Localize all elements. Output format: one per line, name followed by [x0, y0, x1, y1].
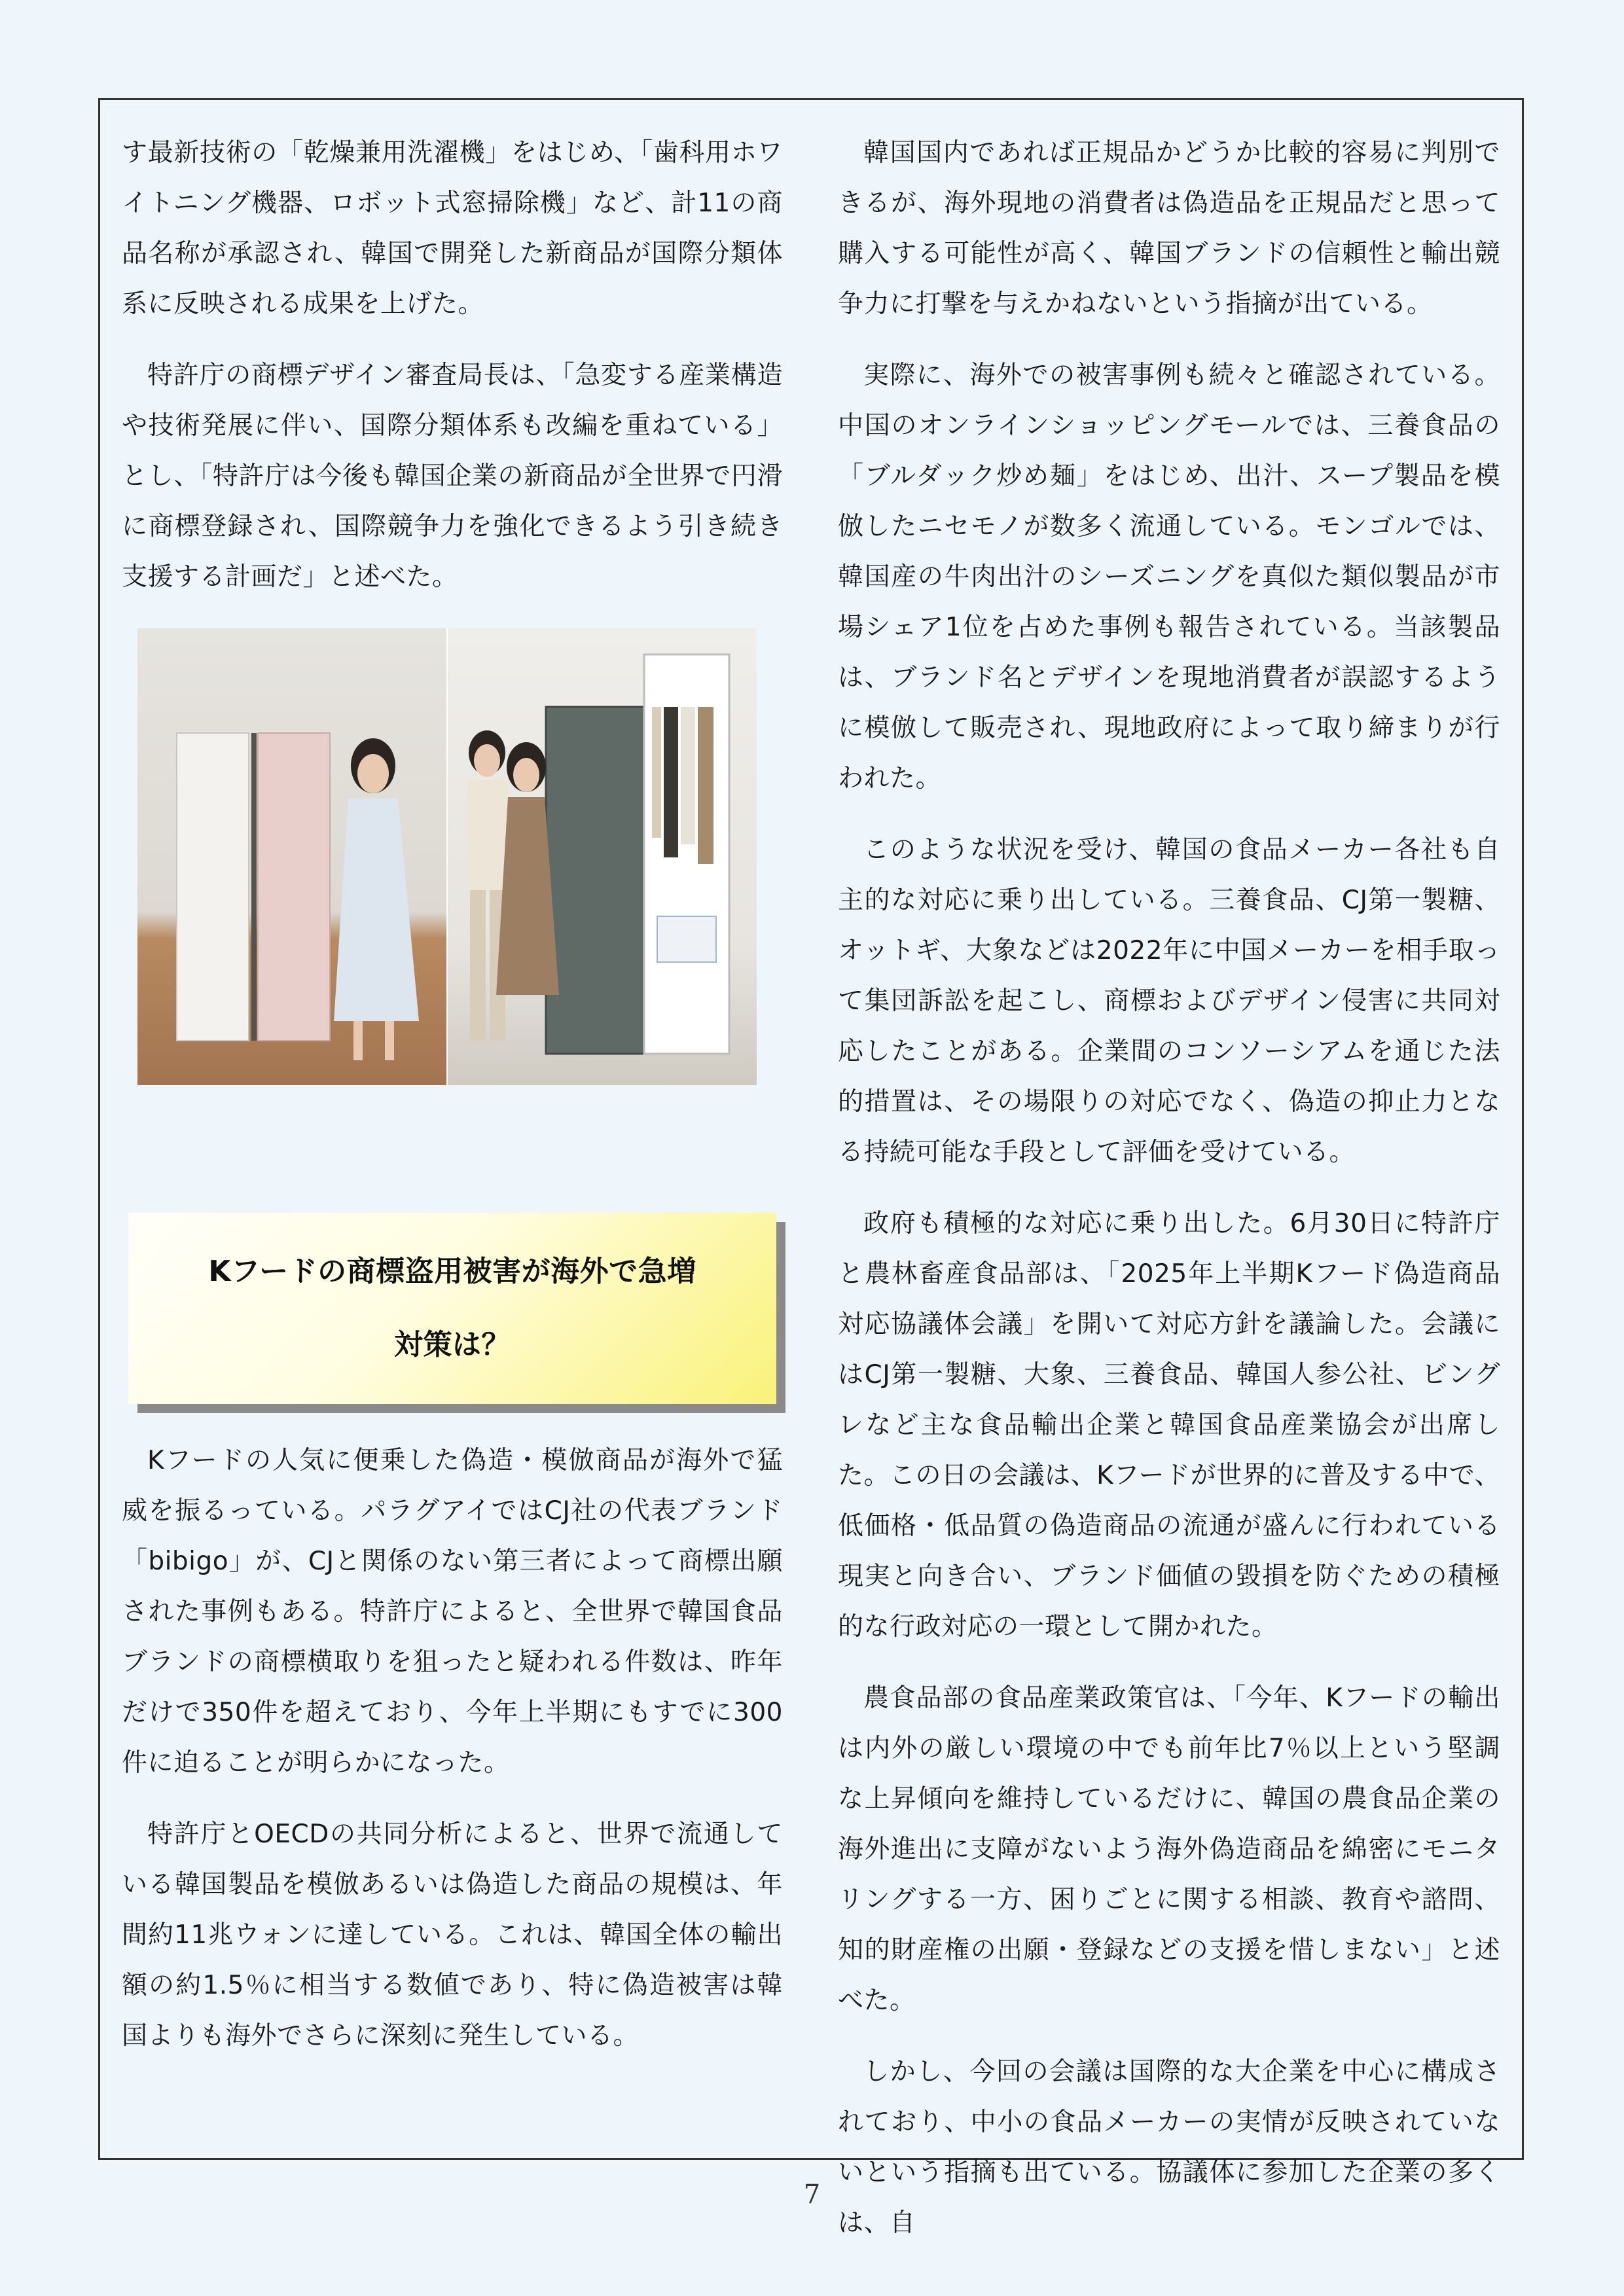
left-column	[122, 128, 783, 2082]
right-column	[838, 128, 1500, 2269]
section-heading	[128, 1213, 776, 1404]
showroom-illustration	[137, 628, 446, 1085]
section-heading-line-1: Kフードの商標盗用被害が海外で急増	[208, 1255, 696, 1288]
photo-panel-showroom	[137, 628, 446, 1085]
paragraph: しかし、今回の会議は国際的な大企業を中心に構成されており、中小の食品メーカーの実情が反映されていないという指摘も出ている。協議体に参加した企業の多くは、自	[838, 2057, 1500, 2238]
paragraph: 特許庁とOECDの共同分析によると、世界で流通している韓国製品を模倣あるいは偽造した商品の規模は、年間約11兆ウォンに達している。これは、韓国全体の輸出額の約1.5％に相当する数値であり、特に偽造被害は韓国よりも海外でさらに深刻に発生している。	[122, 1820, 783, 2051]
styler-illustration	[448, 628, 757, 1085]
article-photo	[137, 628, 757, 1085]
paragraph: 特許庁の商標デザイン審査局長は、「急変する産業構造や技術発展に伴い、国際分類体系も改編を重ねている」とし、「特許庁は今後も韓国企業の新商品が全世界で円滑に商標登録され、国際競争力を強化できるよう引き続き支援する計画だ」と述べた。	[122, 361, 783, 592]
paragraph: 韓国国内であれば正規品かどうか比較的容易に判別できるが、海外現地の消費者は偽造品を正規品だと思って購入する可能性が高く、韓国ブランドの信頼性と輸出競争力に打撃を与えかねないという指摘が出ている。	[838, 138, 1500, 319]
paragraph: す最新技術の「乾燥兼用洗濯機」をはじめ、「歯科用ホワイトニング機器、ロボット式窓掃除機」など、計11の商品名称が承認され、韓国で開発した新商品が国際分類体系に反映される成果を上げた。	[122, 138, 783, 319]
section-heading-line-2: 対策は？	[394, 1328, 511, 1361]
paragraph: 政府も積極的な対応に乗り出した。6月30日に特許庁と農林畜産食品部は、「2025年上半期Kフード偽造商品対応協議体会議」を開いて対応方針を議論した。会議にはCJ第一製糖、大象、三養食品、韓国人参公社、ビングレなど主な食品輸出企業と韓国食品産業協会が出席した。この日の会議は、Kフードが世界的に普及する中で、低価格・低品質の偽造商品の流通が盛んに行われている現実と向き合い、ブランド価値の毀損を防ぐための積極的な行政対応の一環として開かれた。	[838, 1209, 1500, 1641]
photo-panel-styler	[446, 628, 757, 1085]
paragraph: 実際に、海外での被害事例も続々と確認されている。中国のオンラインショッピングモールでは、三養食品の「ブルダック炒め麺」をはじめ、出汁、スープ製品を模倣したニセモノが数多く流通している。モンゴルでは、韓国産の牛肉出汁のシーズニングを真似た類似製品が市場シェア1位を占めた事例も報告されている。当該製品は、ブランド名とデザインを現地消費者が誤認するように模倣して販売され、現地政府によって取り締まりが行われた。	[838, 361, 1500, 793]
page-number: 7	[803, 2179, 821, 2210]
paragraph: Kフードの人気に便乗した偽造・模倣商品が海外で猛威を振るっている。パラグアイではCJ社の代表ブランド「bibigo」が、CJと関係のない第三者によって商標出願された事例もある。特許庁によると、全世界で韓国食品ブランドの商標横取りを狙ったと疑われる件数は、昨年だけで350件を超えており、今年上半期にもすでに300件に迫ることが明らかになった。	[122, 1446, 783, 1778]
paragraph: 農食品部の食品産業政策官は、「今年、Kフードの輸出は内外の厳しい環境の中でも前年比7％以上という堅調な上昇傾向を維持しているだけに、韓国の農食品企業の海外進出に支障がないよう海外偽造商品を綿密にモニタリングする一方、困りごとに関する相談、教育や諮問、知的財産権の出願・登録などの支援を惜しまない」と述べた。	[838, 1683, 1500, 2015]
paragraph: このような状況を受け、韓国の食品メーカー各社も自主的な対応に乗り出している。三養食品、CJ第一製糖、オットギ、大象などは2022年に中国メーカーを相手取って集団訴訟を起こし、商標およびデザイン侵害に共同対応したことがある。企業間のコンソーシアムを通じた法的措置は、その場限りの対応でなく、偽造の抑止力となる持続可能な手段として評価を受けている。	[838, 835, 1500, 1167]
